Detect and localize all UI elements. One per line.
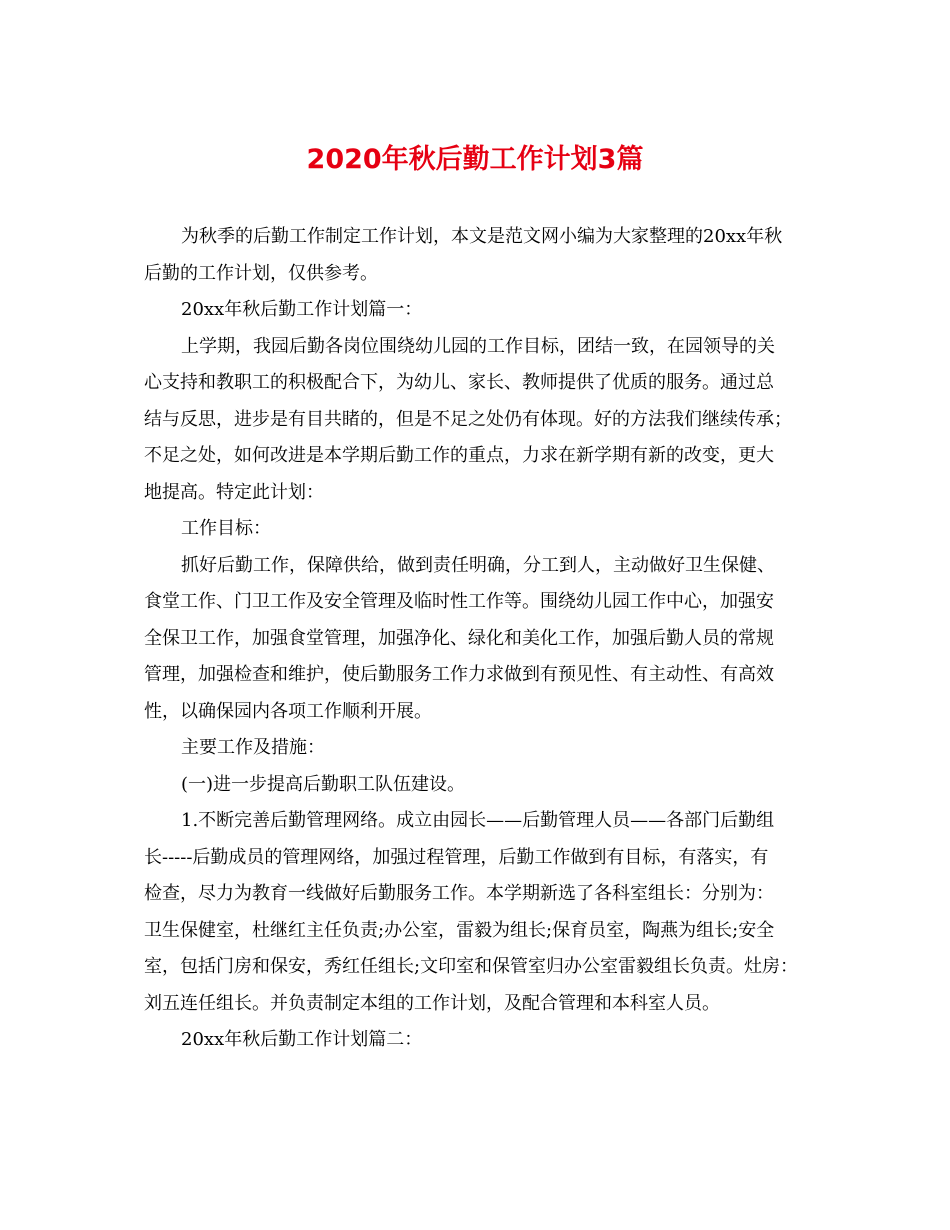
text-line: 管理，加强检查和维护，使后勤服务工作力求做到有预见性、有主动性、有高效 — [144, 664, 774, 685]
text-line: 主要工作及措施： — [181, 737, 325, 758]
text-line: 室，包括门房和保安，秀红任组长;文印室和保管室归办公室雷毅组长负责。灶房： — [144, 956, 799, 977]
text-line: 后勤的工作计划，仅供参考。 — [144, 262, 378, 284]
document-title: 2020年秋后勤工作计划3篇 — [306, 144, 644, 175]
text-line: 食堂工作、门卫工作及安全管理及临时性工作等。围绕幼儿园工作中心，加强安 — [144, 591, 774, 612]
text-line: 全保卫工作，加强食堂管理，加强净化、绿化和美化工作，加强后勤人员的常规 — [144, 627, 774, 649]
text-line: 检查，尽力为教育一线做好后勤服务工作。本学期新选了各科室组长：分别为： — [144, 883, 774, 904]
text-line: 卫生保健室，杜继红主任负责;办公室，雷毅为组长;保育员室，陶燕为组长;安全 — [144, 919, 775, 941]
text-line: 长-----后勤成员的管理网络，加强过程管理，后勤工作做到有目标，有落实，有 — [144, 846, 769, 868]
text-line: 不足之处，如何改进是本学期后勤工作的重点，力求在新学期有新的改变，更大 — [144, 445, 774, 466]
text-line: 为秋季的后勤工作制定工作计划，本文是范文网小编为大家整理的20xx年秋 — [181, 226, 783, 247]
text-line: 1.不断完善后勤管理网络。成立由园长——后勤管理人员——各部门后勤组 — [181, 810, 775, 831]
text-line: (一)进一步提高后勤职工队伍建设。 — [181, 773, 466, 795]
text-line: 20xx年秋后勤工作计划篇二： — [181, 1029, 423, 1050]
text-line: 工作目标： — [181, 518, 271, 539]
text-line: 心支持和教职工的积极配合下，为幼儿、家长、教师提供了优质的服务。通过总 — [144, 372, 774, 393]
text-line: 20xx年秋后勤工作计划篇一： — [181, 299, 423, 320]
document-body — [144, 219, 814, 1059]
text-line: 地提高。特定此计划： — [144, 481, 324, 503]
text-line: 性，以确保园内各项工作顺利开展。 — [144, 700, 432, 722]
text-line: 上学期，我园后勤各岗位围绕幼儿园的工作目标，团结一致，在园领导的关 — [181, 335, 775, 357]
text-line: 刘五连任组长。并负责制定本组的工作计划，及配合管理和本科室人员。 — [144, 992, 720, 1014]
text-line: 抓好后勤工作，保障供给，做到责任明确，分工到人，主动做好卫生保健、 — [181, 554, 775, 576]
text-line: 结与反思，进步是有目共睹的，但是不足之处仍有体现。好的方法我们继续传承； — [144, 408, 792, 430]
